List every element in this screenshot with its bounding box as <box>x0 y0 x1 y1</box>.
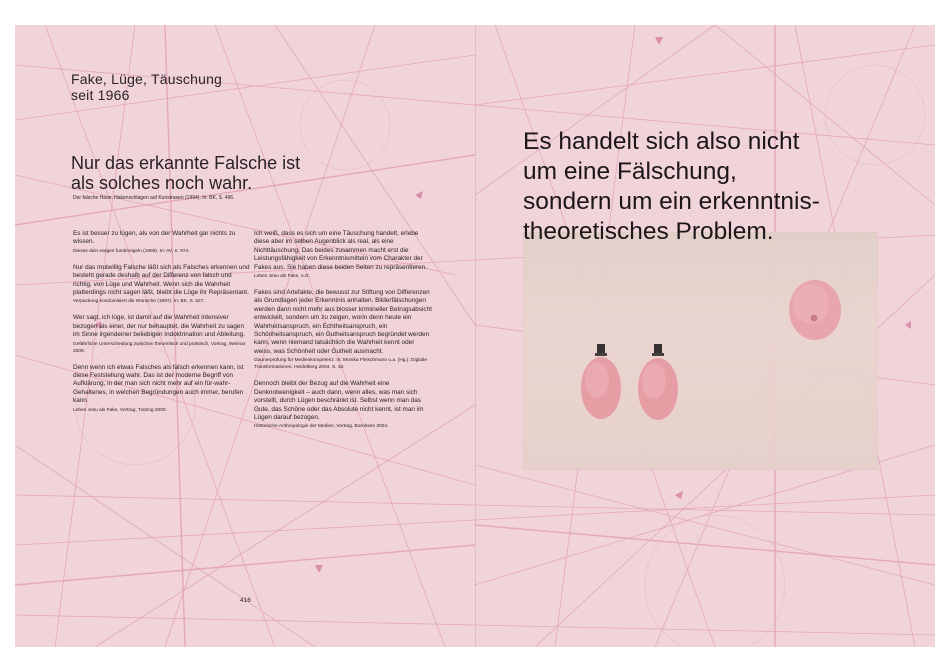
artwork-photo <box>523 232 878 470</box>
topic-heading <box>71 71 222 103</box>
headline-source: Der falsche Hase. Hakenschlagen auf Kunstrasen (1994). In: BK, S. 496. <box>73 195 235 201</box>
paragraph-source: Dieses dein ewiges fundevögeln (1969). In: AV, S. 974. <box>73 248 190 254</box>
citation-paragraph <box>73 230 251 255</box>
paragraph-source: Historische Anthropologie der Medien, Vortrag, Bornheim 2004. <box>254 424 389 430</box>
artwork-illustration <box>523 232 878 470</box>
pull-quote <box>523 127 820 247</box>
paragraph-text: Ich weiß, dass es sich um eine Täuschung handelt, erlebe diese aber im selben Augenblick als real, als eine Nichttäuschung. Das beides zusammen macht erst die Leistungsfähigkeit von Erkenntnismitteln vom Charakter der Fakes aus. Sie haben diese beiden Seiten zu repräsentieren. <box>254 230 428 271</box>
headline <box>71 153 300 193</box>
text-column-2 <box>254 230 432 439</box>
paragraph-text: Dennoch bleibt der Bezug auf die Wahrheit eine Denknotwenigkeit – auch dann, wenn alles, was man sich vorstellt, durch Lügen beschränkt ist. Selbst wenn man das Gute, das Schöne oder das Absolute nicht kennt, ist man im Lügen darauf bezogen. <box>254 380 424 421</box>
paragraph-source: Leben Jesu als Fake, Vortrag, Tutzing 2000. <box>73 407 167 413</box>
quote-line: sondern um ein erkenntnis- <box>523 188 820 215</box>
citation-paragraph <box>254 230 432 280</box>
headline-line: als solches noch wahr. <box>71 173 253 193</box>
quote-line: um eine Fälschung, <box>523 158 737 185</box>
citation-paragraph <box>254 289 432 371</box>
paragraph-text: Denn wenn ich etwas Falsches als falsch erkennen kann, ist diese Feststellung wahr. Das ist der moderne Begriff von Aufklärung, in der man sich nicht mehr auf ein für-wahr-Gehaltenes, in welchen Begründungen auch immer, berufen kann. <box>73 363 244 405</box>
book-spread <box>15 25 935 647</box>
citation-paragraph <box>73 314 251 354</box>
citation-paragraph <box>73 364 251 414</box>
paragraph-source: Verpackung kondomisiert die Wünsche (1997). In: BK, S. 627. <box>73 299 205 305</box>
text-column-1 <box>73 230 251 423</box>
headline-line: Nur das erkannte Falsche ist <box>71 153 301 173</box>
citation-paragraph <box>73 264 251 306</box>
paragraph-text: Nur das mutwillig Falsche läßt sich als Falsches erkennen und besteht gerade deshalb auf der Differenz von falsch und richtig, von Lüge und Wahrheit. Wenn sich die Wahrheit platterdings nicht sagen läßt, bleibt die Lüge ihr Repräsentant. <box>73 263 250 297</box>
paragraph-text: Es ist besser zu lügen, als von der Wahrheit gar nichts zu wissen. <box>73 230 236 246</box>
paragraph-source: Leben Jesu als Fake, o.O. <box>254 274 310 280</box>
topic-line: Fake, Lüge, Täuschung <box>71 71 223 87</box>
page-fold <box>475 25 476 647</box>
citation-paragraph <box>254 380 432 430</box>
paragraph-text: Wer sagt, ich lüge, ist damit auf die Wahrheit intensiver bezogen als einer, der nur behauptet, die Wahrheit zu sagen im Sinne irgendeiner beliebigen Indoktrination und Ableitung. <box>73 314 245 339</box>
page-number: 416 <box>240 597 251 604</box>
quote-line: Es handelt sich also nicht <box>523 128 800 155</box>
quote-line: theoretisches Problem. <box>523 218 774 245</box>
paragraph-source: Gaunerprüfung für Medienkompetenz. In: Monika Fleischmann u.a. (Hg.): Digitale Transformationen, Heidelberg 2004, S. 32. <box>254 358 428 371</box>
paragraph-text: Fakes sind Artefakte, die bewusst zur Stiftung von Differenzen als Grundlagen jeder Erkenntnis anhalten. Bilderfälschungen werden dann nicht mehr aus blosser krimineller Betrugsabsicht entwickelt, sondern um zu zeigen, worin denn heute ein Wahrheitsanspruch, ein Echtheitsanspruch, ein Schönheitsanspruch, ein Gutheitsanspruch begründet werden kann, wenn niemand tatsächlich die Wahrheit kennt oder weiss, was Schönheit oder Gutheit ausmacht. <box>254 289 432 355</box>
topic-line: seit 1966 <box>71 87 130 103</box>
paragraph-source: Gefährliche Unterscheidung zwischen theoretisch und praktisch, Vortrag, Weimar 2009. <box>73 341 246 354</box>
